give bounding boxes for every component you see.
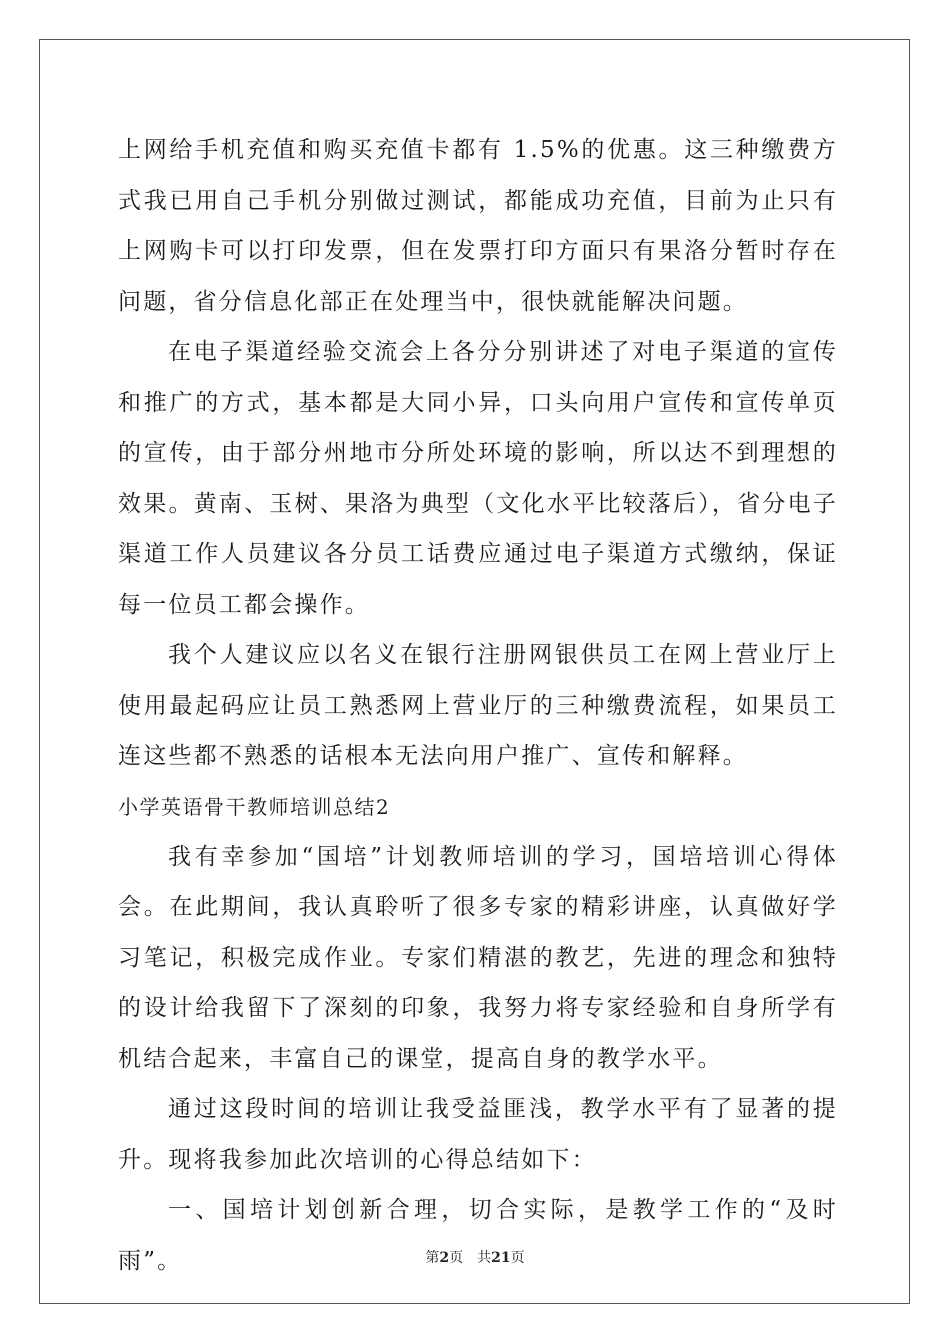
- section-heading: 小学英语骨干教师培训总结2: [118, 794, 391, 819]
- page-prefix: 第: [425, 1250, 440, 1266]
- page-footer: [0, 1247, 950, 1267]
- total-pages: 21: [491, 1250, 511, 1266]
- paragraph-2: 在电子渠道经验交流会上各分分别讲述了对电子渠道的宣传和推广的方式，基本都是大同小异，口头向用户宣传和宣传单页的宣传，由于部分州地市分所处环境的影响，所以达不到理想的效果。黄南、玉树、果洛为典型（文化水平比较落后），省分电子渠道工作人员建议各分员工话费应通过电子渠道方式缴纳，保证每一位员工都会操作。: [118, 339, 838, 618]
- section-paragraph-2: 通过这段时间的培训让我受益匪浅，教学水平有了显著的提升。现将我参加此次培训的心得总结如下：: [118, 1096, 838, 1173]
- document-body: [118, 125, 838, 1286]
- page-number: 2: [439, 1250, 450, 1266]
- page-suffix: 页: [449, 1250, 464, 1266]
- section-paragraph-3: 一、国培计划创新合理，切合实际，是教学工作的“及时雨”。: [118, 1197, 838, 1274]
- paragraph-3: 我个人建议应以名义在银行注册网银供员工在网上营业厅上使用最起码应让员工熟悉网上营业厅的三种缴费流程，如果员工连这些都不熟悉的话根本无法向用户推广、宣传和解释。: [118, 642, 838, 769]
- section-paragraph-1: 我有幸参加“国培”计划教师培训的学习，国培培训心得体会。在此期间，我认真聆听了很多专家的精彩讲座，认真做好学习笔记，积极完成作业。专家们精湛的教艺，先进的理念和独特的设计给我留下了深刻的印象，我努力将专家经验和自身所学有机结合起来，丰富自己的课堂，提高自身的教学水平。: [118, 843, 838, 1072]
- total-suffix: 页: [510, 1250, 525, 1266]
- total-prefix: 共: [477, 1250, 492, 1266]
- paragraph-1: 上网给手机充值和购买充值卡都有 1.5%的优惠。这三种缴费方式我已用自己手机分别做过测试，都能成功充值，目前为止只有上网购卡可以打印发票，但在发票打印方面只有果洛分暂时存在问题，省分信息化部正在处理当中，很快就能解决问题。: [118, 137, 838, 315]
